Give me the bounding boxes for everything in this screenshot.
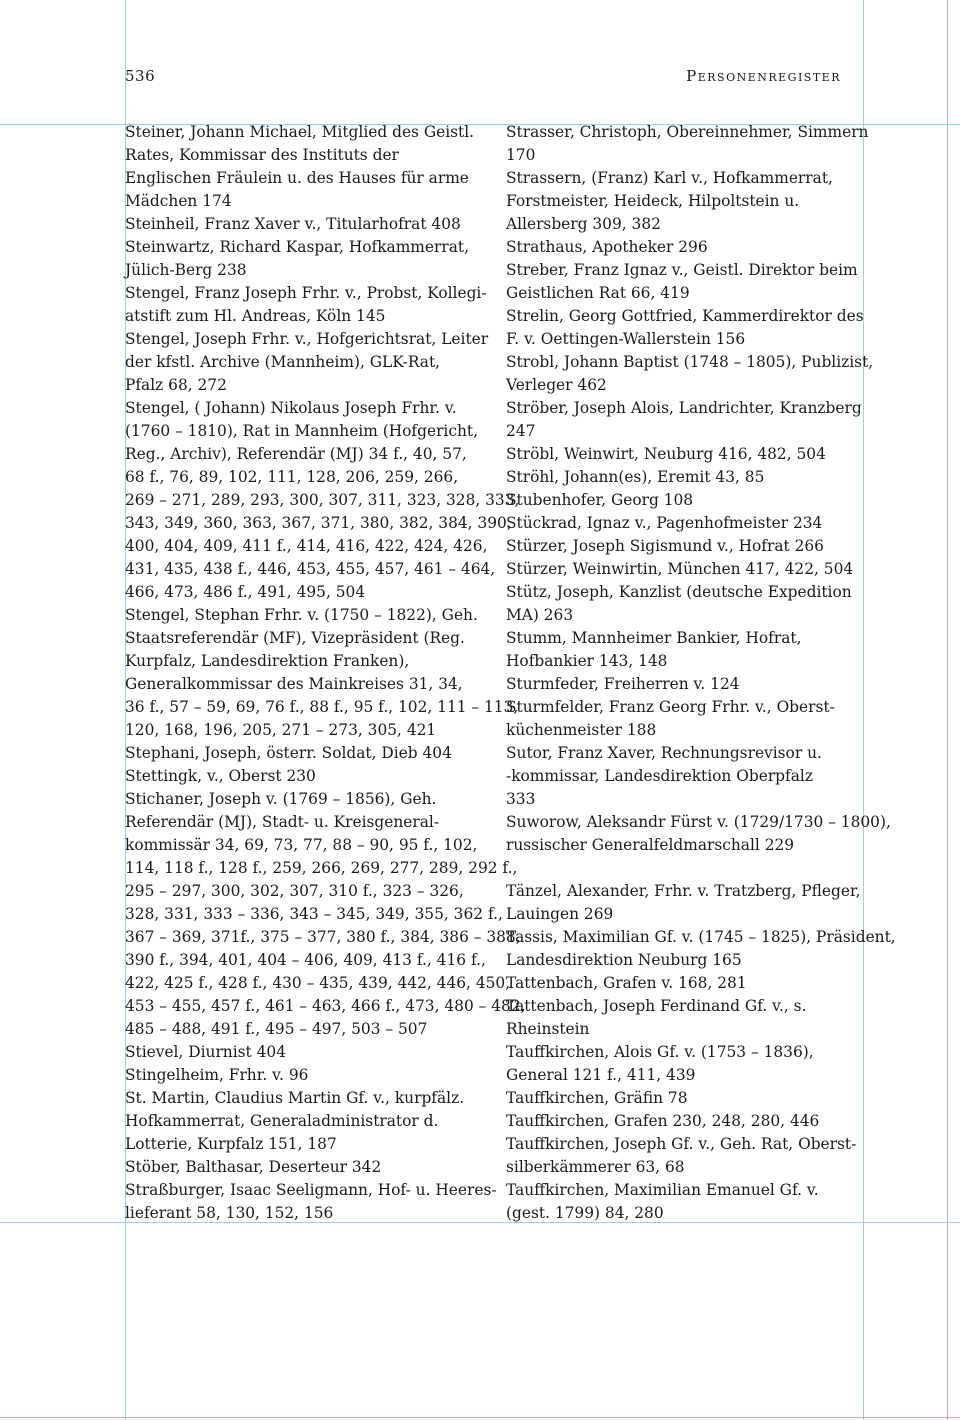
index-entry-line: Geistlichen Rat 66, 419 (506, 284, 690, 302)
index-entry (125, 1041, 490, 1064)
page-number: 536 (125, 67, 156, 85)
index-entry (506, 305, 871, 351)
index-entry (506, 995, 871, 1041)
index-entry-line: Lotterie, Kurpfalz 151, 187 (125, 1135, 337, 1153)
index-entry-line: Stückrad, Ignaz v., Pagenhofmeister 234 (506, 514, 823, 532)
index-entry-line: Strelin, Georg Gottfried, Kammerdirektor des (506, 307, 864, 325)
running-head: Personenregister (686, 67, 841, 85)
index-entry-line: 453 – 455, 457 f., 461 – 463, 466 f., 473, 480 – 482, (125, 997, 526, 1015)
index-entry-line: Stephani, Joseph, österr. Soldat, Dieb 404 (125, 744, 452, 762)
index-entry-line: (gest. 1799) 84, 280 (506, 1204, 664, 1222)
index-entry (506, 535, 871, 558)
index-entry-line: Kurpfalz, Landesdirektion Franken), (125, 652, 410, 670)
index-entry (506, 558, 871, 581)
index-entry-line: General 121 f., 411, 439 (506, 1066, 696, 1084)
index-entry (506, 696, 871, 742)
index-entry (125, 397, 520, 604)
index-entry-line: Jülich-Berg 238 (125, 261, 247, 279)
index-entry-line: F. v. Oettingen-Wallerstein 156 (506, 330, 746, 348)
index-entry-line: Mädchen 174 (125, 192, 232, 210)
index-entry (125, 236, 490, 282)
page-header (125, 67, 841, 91)
index-entry-line: Tänzel, Alexander, Frhr. v. Tratzberg, Pfleger, (506, 882, 861, 900)
index-entry-line: Tauffkirchen, Maximilian Emanuel Gf. v. (506, 1181, 819, 1199)
index-entry-line: 485 – 488, 491 f., 495 – 497, 503 – 507 (125, 1020, 428, 1038)
index-entry-line: Steinwartz, Richard Kaspar, Hofkammerrat, (125, 238, 469, 256)
index-entry (506, 259, 871, 305)
index-entry-line: Stürzer, Weinwirtin, München 417, 422, 504 (506, 560, 854, 578)
index-entry (506, 512, 871, 535)
index-entry-line: Strobl, Johann Baptist (1748 – 1805), Publizist, (506, 353, 874, 371)
index-entry-line: Strasser, Christoph, Obereinnehmer, Simmern (506, 123, 869, 141)
index-entry-line: 466, 473, 486 f., 491, 495, 504 (125, 583, 366, 601)
index-entry (506, 121, 871, 167)
index-entry-line: Tauffkirchen, Joseph Gf. v., Geh. Rat, Oberst- (506, 1135, 857, 1153)
index-entry-line: der kfstl. Archive (Mannheim), GLK-Rat, (125, 353, 441, 371)
index-entry-line: silberkämmerer 63, 68 (506, 1158, 685, 1176)
index-entry-line: Stürzer, Joseph Sigismund v., Hofrat 266 (506, 537, 824, 555)
index-entry (506, 466, 871, 489)
index-entry (125, 604, 519, 742)
index-entry-line: Forstmeister, Heideck, Hilpoltstein u. (506, 192, 800, 210)
index-entry (125, 788, 526, 1041)
index-entry-line: Sturmfeder, Freiherren v. 124 (506, 675, 740, 693)
index-entry-line: Rates, Kommissar des Instituts der (125, 146, 399, 164)
index-entry (506, 236, 871, 259)
index-entry-line: Stingelheim, Frhr. v. 96 (125, 1066, 309, 1084)
index-entry (506, 581, 871, 627)
index-entry (125, 213, 490, 236)
index-entry-line: Straßburger, Isaac Seeligmann, Hof- u. Heeres- (125, 1181, 497, 1199)
index-entry-line: Stöber, Balthasar, Deserteur 342 (125, 1158, 382, 1176)
index-entry (506, 1087, 871, 1110)
index-entry-line: 68 f., 76, 89, 102, 111, 128, 206, 259, 266, (125, 468, 459, 486)
index-section-t (506, 880, 896, 1225)
index-entry-line: russischer Generalfeldmarschall 229 (506, 836, 795, 854)
index-entry-line: -kommissar, Landesdirektion Oberpfalz (506, 767, 813, 785)
index-entry-line: Allersberg 309, 382 (506, 215, 661, 233)
index-entry-line: Stengel, Stephan Frhr. v. (1750 – 1822), Geh. (125, 606, 478, 624)
index-entry-line: 333 (506, 790, 536, 808)
index-entry-line: Stütz, Joseph, Kanzlist (deutsche Expedition (506, 583, 852, 601)
index-entry (506, 351, 874, 397)
index-entry (506, 880, 871, 926)
index-entry-line: 343, 349, 360, 363, 367, 371, 380, 382, 384, 390, (125, 514, 512, 532)
index-entry-line: Rheinstein (506, 1020, 590, 1038)
index-entry (125, 1064, 490, 1087)
index-entry (125, 282, 490, 328)
index-entry-line: 328, 331, 333 – 336, 343 – 345, 349, 355, 362 f., (125, 905, 503, 923)
index-entry-line: Englischen Fräulein u. des Hauses für arme (125, 169, 469, 187)
index-entry-line: Pfalz 68, 272 (125, 376, 227, 394)
index-entry-line: Sutor, Franz Xaver, Rechnungsrevisor u. (506, 744, 822, 762)
index-entry-line: Generalkommissar des Mainkreises 31, 34, (125, 675, 463, 693)
index-entry-line: 170 (506, 146, 536, 164)
index-entry (506, 742, 871, 811)
index-entry-line: Tattenbach, Grafen v. 168, 281 (506, 974, 747, 992)
index-column-right (506, 121, 896, 1225)
index-entry-line: 422, 425 f., 428 f., 430 – 435, 439, 442, 446, 450, (125, 974, 511, 992)
index-entry-line: Stengel, Joseph Frhr. v., Hofgerichtsrat, Leiter (125, 330, 489, 348)
index-entry-line: Reg., Archiv), Referendär (MJ) 34 f., 40, 57, (125, 445, 467, 463)
index-entry-line: Streber, Franz Ignaz v., Geistl. Direktor beim (506, 261, 858, 279)
index-entry-line: Stumm, Mannheimer Bankier, Hofrat, (506, 629, 802, 647)
index-entry-line: 36 f., 57 – 59, 69, 76 f., 88 f., 95 f., 102, 111 – 113, (125, 698, 519, 716)
index-entry-line: Referendär (MJ), Stadt- u. Kreisgeneral- (125, 813, 440, 831)
index-entry-line: Ströber, Joseph Alois, Landrichter, Kranzberg (506, 399, 862, 417)
index-entry-line: Stengel, Franz Joseph Frhr. v., Probst, Kollegi- (125, 284, 487, 302)
index-entry-line: Stengel, ( Johann) Nikolaus Joseph Frhr. v. (125, 399, 457, 417)
index-entry-line: atstift zum Hl. Andreas, Köln 145 (125, 307, 386, 325)
index-entry (125, 121, 490, 213)
index-entry (506, 1110, 871, 1133)
index-entry (125, 1179, 497, 1225)
section-gap (506, 857, 871, 880)
index-entry-line: 120, 168, 196, 205, 271 – 273, 305, 421 (125, 721, 437, 739)
index-entry-line: Tauffkirchen, Grafen 230, 248, 280, 446 (506, 1112, 820, 1130)
index-entry-line: Stettingk, v., Oberst 230 (125, 767, 316, 785)
index-entry-line: 114, 118 f., 128 f., 259, 266, 269, 277, 289, 292 f., (125, 859, 518, 877)
index-entry-line: 367 – 369, 371f., 375 – 377, 380 f., 384, 386 – 388, (125, 928, 521, 946)
index-entry (506, 1179, 871, 1225)
index-entry-line: Tattenbach, Joseph Ferdinand Gf. v., s. (506, 997, 807, 1015)
index-entry-line: Hofbankier 143, 148 (506, 652, 668, 670)
index-entry (506, 972, 871, 995)
index-entry-line: Ströhl, Johann(es), Eremit 43, 85 (506, 468, 765, 486)
index-entry (125, 765, 490, 788)
index-entry-line: 431, 435, 438 f., 446, 453, 455, 457, 461 – 464, (125, 560, 496, 578)
index-entry (506, 1041, 871, 1087)
index-entry-line: 295 – 297, 300, 302, 307, 310 f., 323 – 326, (125, 882, 464, 900)
guide-line-trim-edge (947, 0, 948, 1420)
index-entry (506, 673, 871, 696)
index-entry (506, 627, 871, 673)
index-entry-line: Stievel, Diurnist 404 (125, 1043, 286, 1061)
index-entry-line: 269 – 271, 289, 293, 300, 307, 311, 323, 328, 333, (125, 491, 520, 509)
index-entry-line: Verleger 462 (506, 376, 607, 394)
index-entry-line: (1760 – 1810), Rat in Mannheim (Hofgericht, (125, 422, 478, 440)
guide-line-bottom-trim (0, 1417, 960, 1418)
index-entry-line: küchenmeister 188 (506, 721, 657, 739)
index-entry (125, 742, 490, 765)
index-entry-line: Lauingen 269 (506, 905, 614, 923)
index-entry-line: Staatsreferendär (MF), Vizepräsident (Reg. (125, 629, 465, 647)
index-entry (125, 1156, 490, 1179)
index-entry-line: Steinheil, Franz Xaver v., Titularhofrat 408 (125, 215, 461, 233)
index-entry (506, 926, 896, 972)
index-entry-line: kommissär 34, 69, 73, 77, 88 – 90, 95 f., 102, (125, 836, 478, 854)
index-entry (506, 167, 871, 236)
index-section-s (506, 121, 891, 857)
index-entry-line: Tauffkirchen, Alois Gf. v. (1753 – 1836), (506, 1043, 814, 1061)
index-entry (506, 811, 891, 857)
index-entry-line: Strassern, (Franz) Karl v., Hofkammerrat, (506, 169, 833, 187)
index-entry-line: 390 f., 394, 401, 404 – 406, 409, 413 f., 416 f., (125, 951, 486, 969)
index-entry-line: 400, 404, 409, 411 f., 414, 416, 422, 424, 426, (125, 537, 488, 555)
index-entry-line: St. Martin, Claudius Martin Gf. v., kurpfälz. (125, 1089, 465, 1107)
index-entry (506, 397, 871, 443)
index-entry-line: MA) 263 (506, 606, 574, 624)
index-entry-line: Ströbl, Weinwirt, Neuburg 416, 482, 504 (506, 445, 826, 463)
index-entry (125, 1087, 490, 1156)
index-entry (506, 443, 871, 466)
index-entry-line: Tauffkirchen, Gräfin 78 (506, 1089, 688, 1107)
index-entry-line: Stubenhofer, Georg 108 (506, 491, 694, 509)
index-entry-line: lieferant 58, 130, 152, 156 (125, 1204, 334, 1222)
index-entry-line: 247 (506, 422, 536, 440)
index-entry-line: Steiner, Johann Michael, Mitglied des Geistl. (125, 123, 475, 141)
index-entry (506, 489, 871, 512)
index-entry-line: Suworow, Aleksandr Fürst v. (1729/1730 – 1800), (506, 813, 891, 831)
index-entry-line: Strathaus, Apotheker 296 (506, 238, 708, 256)
index-entry-line: Tassis, Maximilian Gf. v. (1745 – 1825), Präsident, (506, 928, 896, 946)
index-entry (125, 328, 490, 397)
index-entry-line: Hofkammerrat, Generaladministrator d. (125, 1112, 439, 1130)
index-entry (506, 1133, 871, 1179)
index-entry-line: Stichaner, Joseph v. (1769 – 1856), Geh. (125, 790, 437, 808)
index-entry-line: Sturmfelder, Franz Georg Frhr. v., Oberst- (506, 698, 835, 716)
index-entry-line: Landesdirektion Neuburg 165 (506, 951, 742, 969)
